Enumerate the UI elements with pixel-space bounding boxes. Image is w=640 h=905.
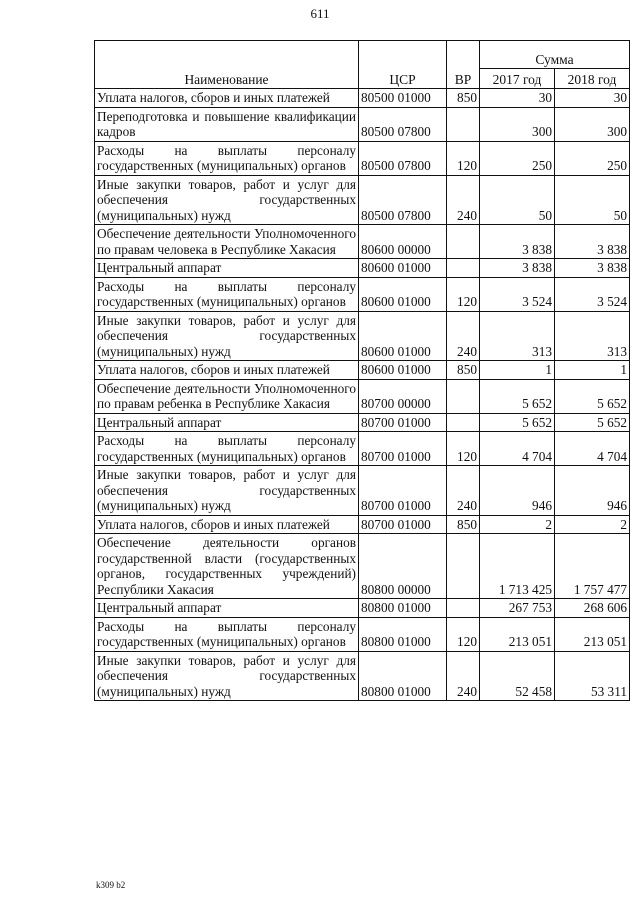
header-name: Наименование xyxy=(95,41,359,89)
cell-vr xyxy=(447,259,480,278)
cell-vr: 850 xyxy=(447,361,480,380)
table-row xyxy=(95,466,630,516)
cell-2018: 300 xyxy=(555,107,630,141)
cell-2017: 50 xyxy=(480,175,555,225)
cell-2018: 53 311 xyxy=(555,651,630,701)
cell-vr: 240 xyxy=(447,651,480,701)
cell-vr xyxy=(447,534,480,599)
cell-csr: 80700 01000 xyxy=(359,432,447,466)
budget-table xyxy=(94,40,630,701)
cell-name: Иные закупки товаров, работ и услуг для обеспечения государственных (муниципальных) нужд xyxy=(95,311,359,361)
table-row xyxy=(95,599,630,618)
cell-csr: 80500 07800 xyxy=(359,141,447,175)
page-number: 611 xyxy=(310,6,330,21)
cell-2018: 30 xyxy=(555,89,630,108)
cell-2017: 3 524 xyxy=(480,277,555,311)
footer-code: k309 b2 xyxy=(96,880,126,890)
table-row xyxy=(95,225,630,259)
cell-name: Обеспечение деятельности Уполномоченного по правам ребенка в Республике Хакасия xyxy=(95,379,359,413)
cell-2018: 5 652 xyxy=(555,379,630,413)
cell-csr: 80500 01000 xyxy=(359,89,447,108)
cell-csr: 80700 01000 xyxy=(359,413,447,432)
cell-2018: 3 838 xyxy=(555,259,630,278)
cell-csr: 80800 01000 xyxy=(359,617,447,651)
cell-vr xyxy=(447,413,480,432)
cell-vr xyxy=(447,107,480,141)
header-year-2018: 2018 год xyxy=(555,69,630,89)
cell-csr: 80700 01000 xyxy=(359,515,447,534)
table-row xyxy=(95,89,630,108)
cell-csr: 80600 01000 xyxy=(359,361,447,380)
cell-2018: 1 xyxy=(555,361,630,380)
table-row xyxy=(95,175,630,225)
cell-name: Центральный аппарат xyxy=(95,259,359,278)
cell-2018: 213 051 xyxy=(555,617,630,651)
cell-name: Центральный аппарат xyxy=(95,413,359,432)
cell-csr: 80800 01000 xyxy=(359,651,447,701)
cell-2017: 3 838 xyxy=(480,259,555,278)
cell-vr xyxy=(447,599,480,618)
cell-2018: 2 xyxy=(555,515,630,534)
cell-vr xyxy=(447,379,480,413)
cell-2017: 313 xyxy=(480,311,555,361)
cell-2017: 30 xyxy=(480,89,555,108)
header-vr: ВР xyxy=(447,41,480,89)
cell-vr: 850 xyxy=(447,515,480,534)
table-row xyxy=(95,277,630,311)
table-row xyxy=(95,651,630,701)
cell-2017: 1 xyxy=(480,361,555,380)
cell-vr: 240 xyxy=(447,311,480,361)
table-row xyxy=(95,141,630,175)
cell-name: Расходы на выплаты персоналу государственных (муниципальных) органов xyxy=(95,277,359,311)
cell-vr: 240 xyxy=(447,175,480,225)
cell-2018: 4 704 xyxy=(555,432,630,466)
cell-name: Обеспечение деятельности Уполномоченного по правам человека в Республике Хакасия xyxy=(95,225,359,259)
cell-2018: 5 652 xyxy=(555,413,630,432)
cell-vr: 120 xyxy=(447,277,480,311)
cell-name: Расходы на выплаты персоналу государственных (муниципальных) органов xyxy=(95,141,359,175)
cell-name: Обеспечение деятельности органов государственной власти (государственных органов, государственных учреждений) Республики Хакасия xyxy=(95,534,359,599)
cell-vr: 120 xyxy=(447,141,480,175)
table-row xyxy=(95,413,630,432)
cell-csr: 80600 00000 xyxy=(359,225,447,259)
cell-name: Иные закупки товаров, работ и услуг для обеспечения государственных (муниципальных) нужд xyxy=(95,651,359,701)
cell-2018: 3 524 xyxy=(555,277,630,311)
cell-2017: 4 704 xyxy=(480,432,555,466)
cell-2017: 5 652 xyxy=(480,413,555,432)
cell-2018: 268 606 xyxy=(555,599,630,618)
cell-csr: 80500 07800 xyxy=(359,107,447,141)
cell-name: Иные закупки товаров, работ и услуг для обеспечения государственных (муниципальных) нужд xyxy=(95,175,359,225)
cell-2018: 250 xyxy=(555,141,630,175)
cell-name: Уплата налогов, сборов и иных платежей xyxy=(95,515,359,534)
cell-csr: 80600 01000 xyxy=(359,259,447,278)
cell-name: Уплата налогов, сборов и иных платежей xyxy=(95,361,359,380)
table-row xyxy=(95,259,630,278)
cell-2018: 50 xyxy=(555,175,630,225)
table-row xyxy=(95,107,630,141)
cell-vr: 240 xyxy=(447,466,480,516)
cell-2017: 300 xyxy=(480,107,555,141)
table-row xyxy=(95,515,630,534)
header-csr: ЦСР xyxy=(359,41,447,89)
table-row xyxy=(95,361,630,380)
cell-2017: 52 458 xyxy=(480,651,555,701)
cell-name: Переподготовка и повышение квалификации кадров xyxy=(95,107,359,141)
table-row xyxy=(95,617,630,651)
table-row xyxy=(95,432,630,466)
cell-2018: 313 xyxy=(555,311,630,361)
cell-2017: 213 051 xyxy=(480,617,555,651)
cell-2017: 1 713 425 xyxy=(480,534,555,599)
cell-2017: 3 838 xyxy=(480,225,555,259)
cell-2017: 5 652 xyxy=(480,379,555,413)
cell-2017: 2 xyxy=(480,515,555,534)
cell-name: Расходы на выплаты персоналу государственных (муниципальных) органов xyxy=(95,617,359,651)
cell-2017: 267 753 xyxy=(480,599,555,618)
cell-2017: 946 xyxy=(480,466,555,516)
cell-csr: 80800 01000 xyxy=(359,599,447,618)
cell-csr: 80700 00000 xyxy=(359,379,447,413)
table-row xyxy=(95,534,630,599)
cell-2018: 3 838 xyxy=(555,225,630,259)
cell-csr: 80500 07800 xyxy=(359,175,447,225)
cell-name: Уплата налогов, сборов и иных платежей xyxy=(95,89,359,108)
cell-vr xyxy=(447,225,480,259)
cell-vr: 120 xyxy=(447,432,480,466)
cell-csr: 80800 00000 xyxy=(359,534,447,599)
cell-2018: 946 xyxy=(555,466,630,516)
table-row xyxy=(95,311,630,361)
cell-2018: 1 757 477 xyxy=(555,534,630,599)
cell-vr: 120 xyxy=(447,617,480,651)
table-body xyxy=(95,89,630,701)
cell-csr: 80700 01000 xyxy=(359,466,447,516)
cell-name: Расходы на выплаты персоналу государственных (муниципальных) органов xyxy=(95,432,359,466)
header-sum: Сумма xyxy=(480,41,630,69)
cell-name: Иные закупки товаров, работ и услуг для обеспечения государственных (муниципальных) нужд xyxy=(95,466,359,516)
cell-csr: 80600 01000 xyxy=(359,311,447,361)
header-year-2017: 2017 год xyxy=(480,69,555,89)
cell-csr: 80600 01000 xyxy=(359,277,447,311)
cell-vr: 850 xyxy=(447,89,480,108)
table-row xyxy=(95,379,630,413)
cell-name: Центральный аппарат xyxy=(95,599,359,618)
cell-2017: 250 xyxy=(480,141,555,175)
